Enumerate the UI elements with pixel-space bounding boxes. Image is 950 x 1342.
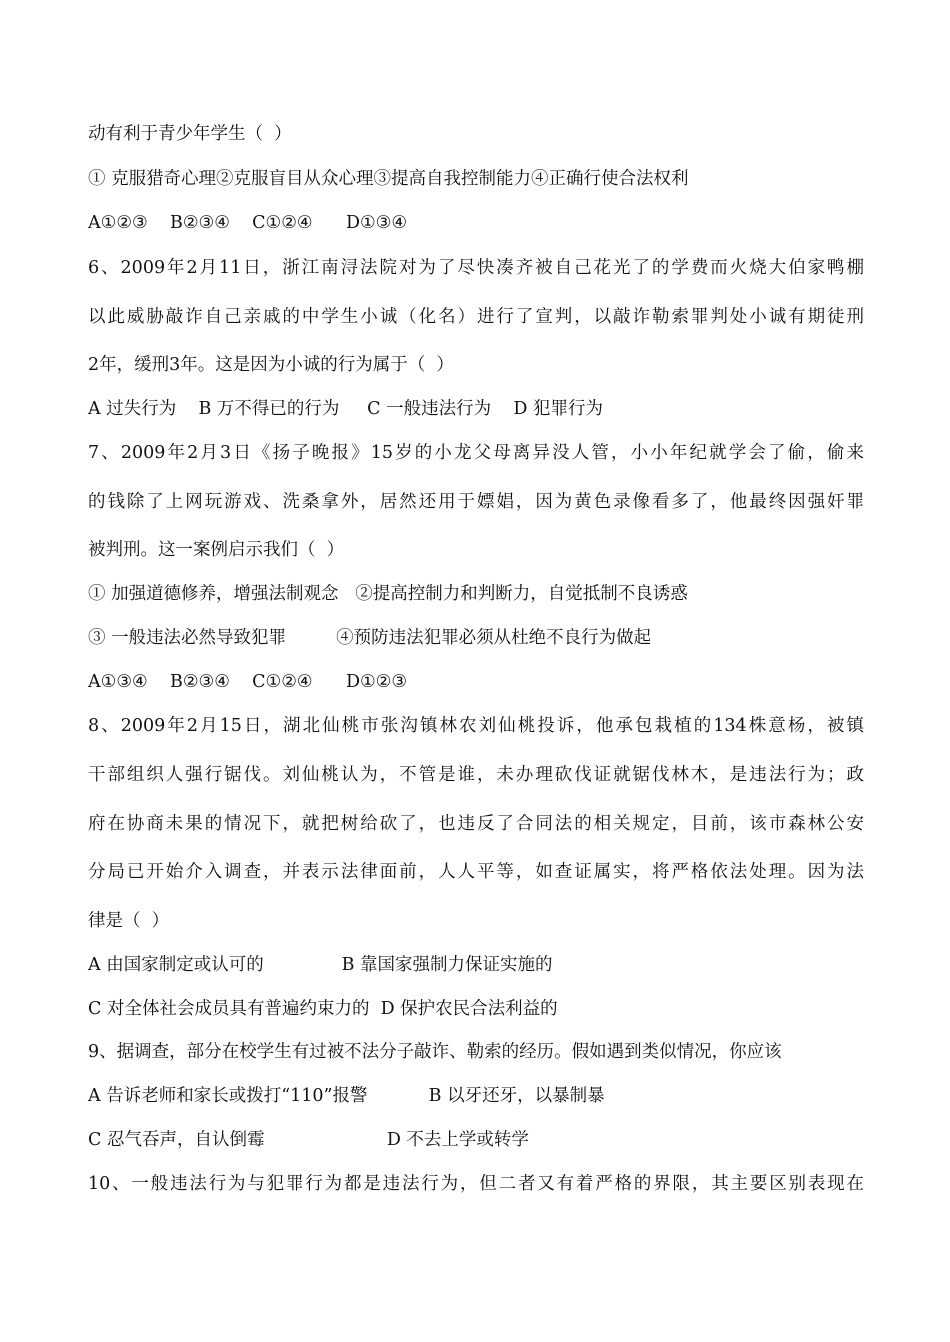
text-line: ① 加强道德修养，增强法制观念 ②提高控制力和判断力，自觉抵制不良诱惑: [88, 584, 688, 604]
text-line: 以此威胁敲诈自己亲戚的中学生小诚（化名）进行了宣判，以敲诈勒索罪判处小诚有期徒刑: [88, 307, 864, 327]
text-line: A 由国家制定或认可的 B 靠国家强制力保证实施的: [88, 955, 553, 975]
text-line: C 对全体社会成员具有普遍约束力的 D 保护农民合法利益的: [88, 999, 558, 1019]
text-line: C 忍气吞声，自认倒霉 D 不去上学或转学: [88, 1130, 529, 1150]
text-line: 律是（ ）: [88, 911, 170, 931]
text-line: 的钱除了上网玩游戏、洗桑拿外，居然还用于嫖娼，因为黄色录像看多了，他最终因强奸罪: [88, 492, 864, 512]
text-line: 分局已开始介入调查，并表示法律面前，人人平等，如查证属实，将严格依法处理。因为法: [88, 862, 864, 882]
text-line: A 告诉老师和家长或拨打“110”报警 B 以牙还牙，以暴制暴: [88, 1086, 605, 1106]
text-line: 10、一般违法行为与犯罪行为都是违法行为，但二者又有着严格的界限，其主要区别表现在: [88, 1174, 864, 1194]
text-line: A①②③ B②③④ C①②④ D①③④: [88, 213, 408, 233]
text-line: A①③④ B②③④ C①②④ D①②③: [88, 672, 408, 692]
text-line: 7、2009年2月3日《扬子晚报》15岁的小龙父母离异没人管，小小年纪就学会了偷，偷来: [88, 443, 864, 463]
text-line: 8、2009年2月15日，湖北仙桃市张沟镇林农刘仙桃投诉，他承包栽植的134株意杨，被镇: [88, 716, 864, 736]
text-line: 干部组织人强行锯伐。刘仙桃认为，不管是谁，未办理砍伐证就锯伐林木，是违法行为；政: [88, 765, 864, 785]
text-line: 6、2009年2月11日，浙江南浔法院对为了尽快凑齐被自己花光了的学费而火烧大伯家鸭棚: [88, 258, 864, 278]
text-line: ③ 一般违法必然导致犯罪 ④预防违法犯罪必须从杜绝不良行为做起: [88, 628, 652, 648]
text-line: 被判刑。这一案例启示我们（ ）: [88, 540, 345, 560]
text-line: ① 克服猎奇心理②克服盲目从众心理③提高自我控制能力④正确行使合法权利: [88, 169, 689, 189]
text-line: 动有利于青少年学生（ ）: [88, 124, 292, 144]
text-line: 府在协商未果的情况下，就把树给砍了，也违反了合同法的相关规定，目前，该市森林公安: [88, 814, 864, 834]
text-line: 9、据调查，部分在校学生有过被不法分子敲诈、勒索的经历。假如遇到类似情况，你应该: [88, 1042, 782, 1062]
text-line: 2年，缓刑3年。这是因为小诚的行为属于（ ）: [88, 355, 454, 375]
text-line: A 过失行为 B 万不得已的行为 C 一般违法行为 D 犯罪行为: [88, 399, 603, 419]
